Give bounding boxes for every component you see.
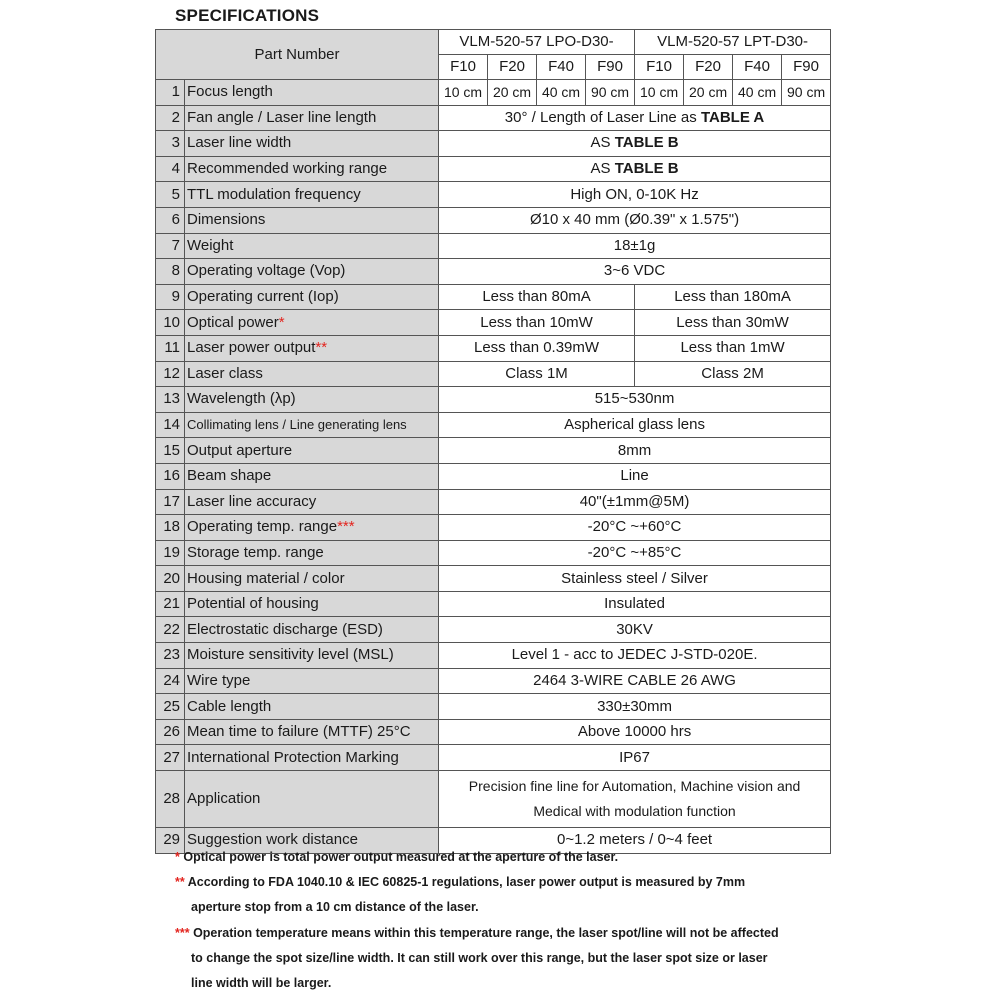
row-number: 10 — [156, 310, 185, 336]
page-title: SPECIFICATIONS — [175, 6, 320, 25]
spec-row — [156, 745, 831, 771]
spec-label — [185, 719, 439, 745]
part-number-header: Part Number — [156, 30, 439, 80]
row-number: 11 — [156, 335, 185, 361]
spec-value-text: Precision fine line for Automation, Machine vision and Medical with modulation function — [468, 778, 801, 820]
spec-value — [439, 259, 831, 285]
spec-label — [185, 310, 439, 336]
spec-label-text: Operating temp. range — [187, 518, 338, 536]
spec-row — [156, 515, 831, 541]
row-number: 6 — [156, 207, 185, 233]
spec-label — [185, 131, 439, 157]
row-number: 3 — [156, 131, 185, 157]
variant-cell: F20 — [684, 55, 733, 80]
spec-value — [439, 438, 831, 464]
row-number: 24 — [156, 668, 185, 694]
spec-value-bold: TABLE B — [614, 134, 679, 152]
spec-value-b: Less than 1mW — [635, 335, 831, 361]
spec-label-text: Fan angle / Laser line length — [187, 108, 377, 126]
row-number: 22 — [156, 617, 185, 643]
spec-row — [156, 668, 831, 694]
spec-label-text: Laser power output — [187, 339, 316, 357]
spec-label — [185, 156, 439, 182]
row-number: 21 — [156, 591, 185, 617]
spec-value-bold: TABLE A — [700, 108, 765, 126]
spec-value-text: 8mm — [617, 441, 652, 459]
spec-value-text: 2464 3-WIRE CABLE 26 AWG — [533, 671, 736, 689]
row-number: 28 — [156, 771, 185, 828]
variant-cell: F20 — [488, 55, 537, 80]
spec-label — [185, 361, 439, 387]
spec-row — [156, 182, 831, 208]
spec-value-text: Insulated — [604, 595, 665, 613]
spec-value-b: Less than 30mW — [635, 310, 831, 336]
variant-cell: F90 — [586, 55, 635, 80]
spec-row — [156, 771, 831, 828]
spec-value-text: 30° / Length of Laser Line as — [504, 108, 701, 126]
spec-label — [185, 207, 439, 233]
spec-value-b: Less than 180mA — [635, 284, 831, 310]
spec-row — [156, 694, 831, 720]
spec-label-text: Recommended working range — [187, 160, 388, 178]
spec-value — [439, 182, 831, 208]
spec-value-text: Level 1 - acc to JEDEC J-STD-020E. — [511, 646, 758, 664]
spec-label-text: Electrostatic discharge (ESD) — [187, 620, 383, 638]
spec-value — [439, 591, 831, 617]
row-number: 27 — [156, 745, 185, 771]
spec-row — [156, 105, 831, 131]
spec-value-a: Less than 80mA — [439, 284, 635, 310]
spec-value — [439, 207, 831, 233]
spec-row — [156, 489, 831, 515]
spec-value-cell: 20 cm — [488, 80, 537, 106]
spec-value — [439, 566, 831, 592]
spec-label-text: Wire type — [187, 671, 251, 689]
spec-value-text: Stainless steel / Silver — [561, 569, 708, 587]
row-number: 2 — [156, 105, 185, 131]
spec-label-text: Application — [187, 790, 261, 808]
footnote — [175, 870, 745, 920]
spec-label — [185, 80, 439, 106]
row-number: 18 — [156, 515, 185, 541]
spec-value-text: -20°C ~+85°C — [587, 543, 682, 561]
spec-label — [185, 259, 439, 285]
footnote-text: Optical power is total power output measured at the aperture of the laser. — [179, 850, 619, 864]
spec-value — [439, 771, 831, 828]
spec-label — [185, 438, 439, 464]
footnote-continuation: line width will be larger. — [191, 976, 332, 990]
spec-label-text: Laser line accuracy — [187, 492, 317, 510]
spec-row — [156, 412, 831, 438]
spec-value-text: -20°C ~+60°C — [587, 518, 682, 536]
spec-label — [185, 182, 439, 208]
footnote-mark: ** — [175, 875, 185, 889]
spec-row — [156, 591, 831, 617]
footnote-text: According to FDA 1040.10 & IEC 60825-1 regulations, laser power output is measured by 7mm — [184, 875, 746, 889]
spec-value — [439, 515, 831, 541]
row-number: 26 — [156, 719, 185, 745]
spec-row — [156, 156, 831, 182]
row-number: 25 — [156, 694, 185, 720]
spec-label — [185, 515, 439, 541]
footnote-mark: * — [175, 850, 180, 864]
spec-row — [156, 259, 831, 285]
spec-value-text: 3~6 VDC — [603, 262, 666, 280]
row-number: 13 — [156, 387, 185, 413]
spec-value — [439, 387, 831, 413]
spec-label-text: Output aperture — [187, 441, 293, 459]
spec-row — [156, 643, 831, 669]
spec-value — [439, 694, 831, 720]
spec-label — [185, 335, 439, 361]
model-b-header: VLM-520-57 LPT-D30- — [635, 30, 831, 55]
spec-label-text: Wavelength (λp) — [187, 390, 296, 408]
spec-label-text: Dimensions — [187, 211, 266, 229]
spec-label-text: Housing material / color — [187, 569, 345, 587]
specifications-table — [155, 29, 831, 854]
spec-value — [439, 745, 831, 771]
row-number: 14 — [156, 412, 185, 438]
spec-label-text: Optical power — [187, 313, 279, 331]
spec-value — [439, 463, 831, 489]
spec-row — [156, 540, 831, 566]
row-number: 7 — [156, 233, 185, 259]
spec-value — [439, 233, 831, 259]
spec-value — [439, 131, 831, 157]
spec-row — [156, 80, 831, 106]
spec-label-text: Potential of housing — [187, 595, 319, 613]
spec-value-cell: 90 cm — [586, 80, 635, 106]
model-a-header: VLM-520-57 LPO-D30- — [439, 30, 635, 55]
row-number: 4 — [156, 156, 185, 182]
spec-label — [185, 668, 439, 694]
row-number: 8 — [156, 259, 185, 285]
spec-value — [439, 105, 831, 131]
variant-cell: F10 — [439, 55, 488, 80]
spec-row — [156, 310, 831, 336]
spec-value — [439, 668, 831, 694]
spec-label — [185, 643, 439, 669]
spec-row — [156, 438, 831, 464]
spec-label-text: Suggestion work distance — [187, 831, 358, 849]
spec-value-a: Less than 10mW — [439, 310, 635, 336]
spec-label — [185, 105, 439, 131]
spec-row — [156, 233, 831, 259]
footnote-mark: *** — [337, 518, 355, 536]
spec-label-text: Beam shape — [187, 467, 272, 485]
spec-value-text: 515~530nm — [594, 390, 675, 408]
spec-value-text: 40"(±1mm@5M) — [579, 492, 690, 510]
row-number: 1 — [156, 80, 185, 106]
spec-value-text: Line — [620, 467, 649, 485]
spec-value-cell: 40 cm — [537, 80, 586, 106]
spec-label-text: Weight — [187, 236, 234, 254]
row-number: 16 — [156, 463, 185, 489]
row-number: 9 — [156, 284, 185, 310]
spec-value-text: Above 10000 hrs — [577, 723, 692, 741]
spec-label-text: Laser line width — [187, 134, 292, 152]
spec-label — [185, 566, 439, 592]
spec-value — [439, 489, 831, 515]
footnote — [175, 845, 618, 870]
footnote-continuation: to change the spot size/line width. It can still work over this range, but the laser spot size or laser — [191, 951, 768, 965]
footnote-mark: *** — [175, 926, 190, 940]
spec-label-text: Mean time to failure (MTTF) 25°C — [187, 723, 411, 741]
spec-label-text: Operating voltage (Vop) — [187, 262, 346, 280]
spec-value — [439, 540, 831, 566]
row-number: 20 — [156, 566, 185, 592]
footnote-mark: ** — [315, 339, 328, 357]
spec-value — [439, 719, 831, 745]
spec-label — [185, 412, 439, 438]
spec-label-text: Moisture sensitivity level (MSL) — [187, 646, 394, 664]
spec-value-text: AS — [590, 160, 615, 178]
spec-value-text: Ø10 x 40 mm (Ø0.39" x 1.575") — [530, 211, 740, 229]
spec-value-text: 30KV — [616, 620, 653, 638]
spec-row — [156, 131, 831, 157]
spec-value-text: Aspherical glass lens — [564, 416, 705, 434]
spec-label-text: International Protection Marking — [187, 748, 399, 766]
row-number: 15 — [156, 438, 185, 464]
header-row — [156, 30, 831, 55]
spec-row — [156, 207, 831, 233]
variant-cell: F40 — [537, 55, 586, 80]
footnote — [175, 921, 779, 996]
spec-row — [156, 617, 831, 643]
spec-value-cell: 90 cm — [782, 80, 831, 106]
spec-label — [185, 387, 439, 413]
spec-value-a: Class 1M — [439, 361, 635, 387]
spec-label — [185, 745, 439, 771]
spec-label — [185, 694, 439, 720]
spec-value-cell: 40 cm — [733, 80, 782, 106]
spec-row — [156, 387, 831, 413]
spec-value — [439, 617, 831, 643]
spec-value-text: 0~1.2 meters / 0~4 feet — [556, 831, 713, 849]
spec-label — [185, 771, 439, 828]
spec-value-bold: TABLE B — [614, 160, 679, 178]
spec-label-text: TTL modulation frequency — [187, 185, 361, 203]
spec-label-text: Storage temp. range — [187, 543, 324, 561]
spec-value-text: High ON, 0-10K Hz — [570, 185, 699, 203]
spec-row — [156, 335, 831, 361]
spec-label-text: Laser class — [187, 364, 263, 382]
spec-row — [156, 284, 831, 310]
spec-label-text: Operating current (Iop) — [187, 288, 339, 306]
spec-label-text: Cable length — [187, 697, 272, 715]
row-number: 12 — [156, 361, 185, 387]
row-number: 23 — [156, 643, 185, 669]
spec-value-cell: 20 cm — [684, 80, 733, 106]
footnote-mark: * — [278, 313, 285, 331]
spec-row — [156, 719, 831, 745]
row-number: 29 — [156, 828, 185, 854]
footnote-continuation: aperture stop from a 10 cm distance of the laser. — [191, 900, 479, 914]
spec-value — [439, 156, 831, 182]
spec-row — [156, 566, 831, 592]
row-number: 19 — [156, 540, 185, 566]
spec-label — [185, 489, 439, 515]
spec-value-a: Less than 0.39mW — [439, 335, 635, 361]
spec-value — [439, 412, 831, 438]
spec-label-text: Focus length — [187, 83, 273, 101]
footnote-text: Operation temperature means within this temperature range, the laser spot/line will not be affected — [189, 926, 779, 940]
spec-value-text: 330±30mm — [597, 697, 672, 715]
variant-cell: F40 — [733, 55, 782, 80]
spec-value-text: 18±1g — [613, 236, 656, 254]
spec-value-cell: 10 cm — [439, 80, 488, 106]
spec-row — [156, 463, 831, 489]
spec-label — [185, 233, 439, 259]
spec-row — [156, 361, 831, 387]
spec-value-text: AS — [590, 134, 615, 152]
spec-value-text: IP67 — [619, 748, 650, 766]
row-number: 17 — [156, 489, 185, 515]
row-number: 5 — [156, 182, 185, 208]
spec-label — [185, 540, 439, 566]
variant-cell: F10 — [635, 55, 684, 80]
spec-label — [185, 284, 439, 310]
spec-value-cell: 10 cm — [635, 80, 684, 106]
spec-value — [439, 643, 831, 669]
spec-label — [185, 463, 439, 489]
spec-label — [185, 617, 439, 643]
spec-label-text: Collimating lens / Line generating lens — [187, 417, 407, 433]
spec-value-b: Class 2M — [635, 361, 831, 387]
variant-cell: F90 — [782, 55, 831, 80]
spec-label — [185, 591, 439, 617]
